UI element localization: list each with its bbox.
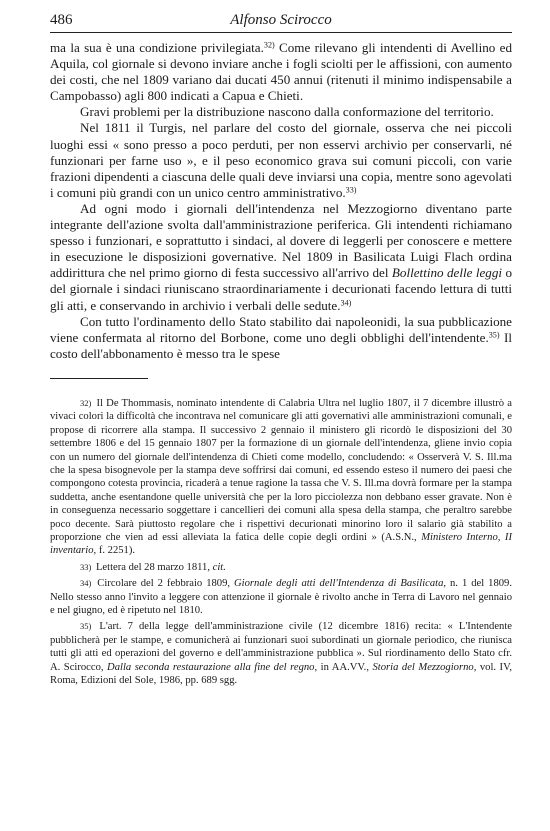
text-run: Il costo dell'abbonamento è messo tra le spese	[50, 329, 512, 361]
note-reference: 33)	[345, 185, 357, 195]
header-rule	[50, 32, 512, 33]
text-run: Come rilevano gli intendenti di Avellino ed Aquila, col giornale si devono inviare anche i fogli sciolti per le affissioni, con aumento dei costi, che nel 1809 variano dai ducati 450 annui (ritenuti il minimo indispensabile a Campobasso) agli 800 indicati a Capua e Chieti.	[50, 40, 512, 104]
paragraph	[50, 104, 512, 120]
text-run: Circolare del 2 febbraio 1809,	[97, 578, 235, 590]
text-run: o del giornale i sindaci riuniscano straordinariamente i decurionati facendo lettura di tutti gli atti, e conservando in archivio i verbali delle sedute.	[50, 265, 512, 313]
italic-text: cit.	[212, 561, 226, 573]
text-run: Nel 1811 il Turgis, nel parlare del costo del giornale, osserva che nei piccoli luoghi essi « sono presso a poco perduti, per non esservi archivio per conservarli, né funzionari per farne uso », e il peso economico grava sui comuni piccoli, con varie frazioni dipendenti a ciascuna delle quali deve inviarsi una copia, mentre sono agevolati i comuni più grandi con un unico centro amministrativo.	[50, 120, 512, 200]
note-reference: 34)	[340, 298, 352, 308]
text-run: , n. 1 del 1809. Nello stesso anno l'invito a leggere con attenzione il giornale è rivolto anche in Terra di Lavoro nel gennaio e nel giugno, ed è ripetuto nel 1810.	[50, 578, 513, 616]
italic-text: Bollettino delle leggi	[391, 265, 503, 281]
footnote-marker: 33)	[80, 561, 92, 572]
italic-text: Ministero Interno, II inventario	[50, 531, 512, 557]
text-run: Con tutto l'ordinamento dello Stato stabilito dai napoleonidi, la sua pubblicazione viene confermata al ritorno del Borbone, come uno degli obblighi dell'intendente.	[50, 313, 512, 345]
footnote	[50, 620, 512, 687]
paragraph	[50, 40, 512, 104]
footnote-separator	[50, 378, 148, 379]
paragraph	[50, 201, 512, 314]
footnote-marker: 34)	[80, 578, 92, 589]
text-run: , in AA.VV.,	[314, 661, 373, 673]
footnote	[50, 577, 512, 617]
footnote	[50, 397, 512, 558]
italic-text: Dalla seconda restaurazione alla fine del regno	[107, 661, 315, 673]
page-header	[50, 10, 512, 34]
text-run: Lettera del 28 marzo 1811,	[95, 561, 213, 573]
footnote-marker: 35)	[80, 621, 92, 632]
text-run: Ad ogni modo i giornali dell'intendenza nel Mezzogiorno diventano parte integrante dell'azione svolta dall'amministrazione periferica. Gli intendenti richiamano spesso i funzionari, e soprattutto i sindaci, al dovere di leggerli per conoscere e mettere in esecuzione le disposizioni governative. Nel 1809 in Basilicata Luigi Flach ordina addirittura che nel primo giorno di festa successivo all'arrivo del	[50, 200, 512, 281]
main-text	[50, 40, 512, 362]
running-title: Alfonso Scirocco	[230, 12, 332, 28]
italic-text: Storia del Mezzogiorno	[372, 661, 474, 673]
footnote	[50, 561, 512, 574]
text-run: , vol. IV, Roma, Edizioni del Sole, 1986, pp. 689 sgg.	[50, 661, 513, 686]
text-run: Gravi problemi per la distribuzione nascono dalla conformazione del territorio.	[80, 104, 494, 120]
paragraph	[50, 314, 512, 362]
footnote-marker: 32)	[80, 397, 92, 408]
text-run: , f. 2251).	[93, 545, 136, 557]
note-reference: 32)	[263, 40, 275, 50]
footnotes	[50, 397, 512, 688]
italic-text: Giornale degli atti dell'Intendenza di Basilicata	[234, 578, 444, 590]
text-run: Il De Thommasis, nominato intendente di Calabria Ultra nel luglio 1807, il 7 dicembre illustrò a vivaci colori la difficoltà che incontrava nel comunicare gli atti governativi alle amministrazioni comunali, e propose di ricorrere alla stampa. Il successivo 2 gennaio il ministero gli ricordò le disposizioni del 30 settembre 1806 e del 15 gennaio 1807 per la formazione di un giornale dell'intendenza, gliene invio copia con un numero del giornale dell'intendenza di Chieti come modello, concludendo: « Osserverà V. S. Ill.ma che la spesa bisognevole per la stampa deve soffrirsi dai comuni, ed essendo esteso il numero dei paesi che compongono cotesta provincia, ricaderà a tenue ragione la tassa che V. S. Ill.ma dovrà formare per la stampa suddetta, anche esentandone quelle università che per la loro picciolezza non debbano esser gravate. Non è in conseguenza necessario soggettare i cancellieri dei comuni alla spesa della stampa, che peraltro sarebbe poco decente. Sarà piuttosto regolare che i rispettivi decurionati minorino loro il salario già stabilito a proporzione che vien ad essi alleviata la fatica delle copie degli ordini » (A.S.N.,	[50, 397, 512, 543]
paragraph	[50, 120, 512, 200]
note-reference: 35)	[488, 330, 500, 340]
text-run: L'art. 7 della legge dell'amministrazione civile (12 dicembre 1816) recita: « L'Intendente pubblicherà per le stampe, e comunicherà ai funzionari suoi subordinati un giornale periodico, che riunisca tutti gli atti ed operazioni del governo e dell'amministrazione pubblica ». Sul riordinamento dello Stato cfr. A. Scirocco,	[50, 621, 512, 673]
text-run: ma la sua è una condizione privilegiata.	[50, 40, 264, 55]
page-number: 486	[50, 12, 73, 28]
